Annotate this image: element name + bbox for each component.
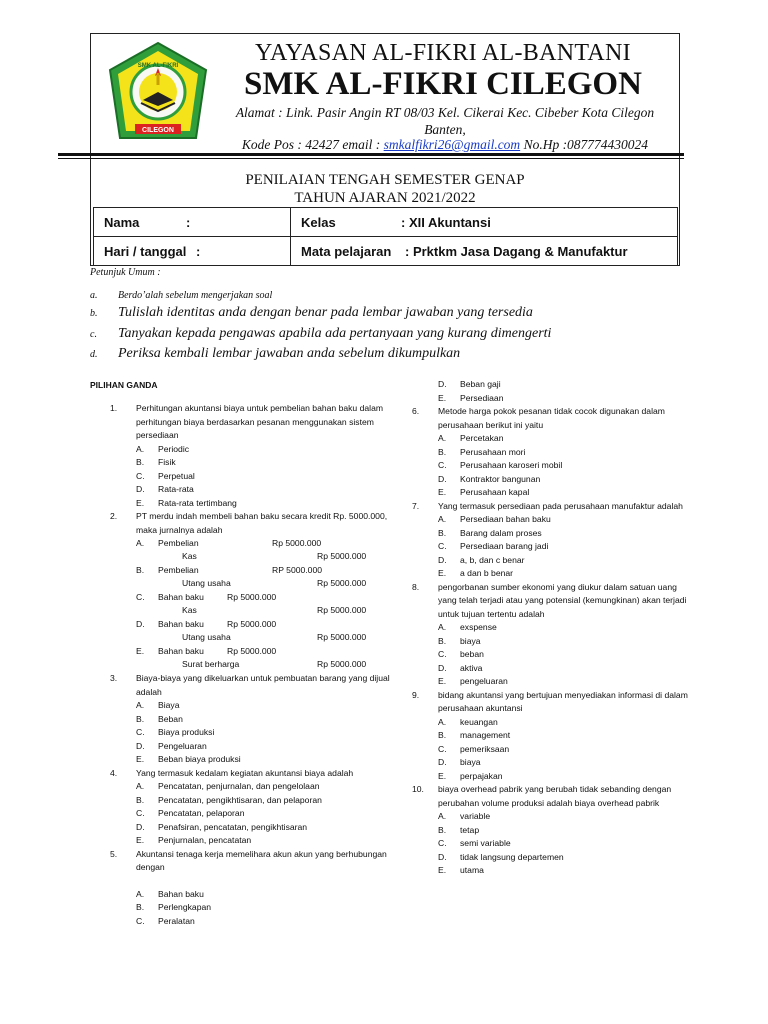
instructions-title: Petunjuk Umum : [90,267,161,278]
nama-sep: : [186,214,191,230]
option-letter: D. [136,740,145,751]
option-letter: A. [136,888,145,899]
option-c[interactable] [110,807,400,821]
instruction-key: b. [90,308,98,319]
option-text: aktiva [460,662,483,673]
option-c[interactable] [110,726,400,740]
option-letter: A. [438,716,447,727]
option-e[interactable] [412,392,692,406]
instruction-text: Tulislah identitas anda dengan benar pada lembar jawaban yang tersedia [118,305,533,320]
nama-cell[interactable] [94,208,291,237]
credit-amount: Rp 5000.000 [317,632,367,642]
question-2 [110,510,400,537]
option-text: Pencatatan, pengikhtisaran, dan pelaporan [158,794,322,805]
option-b[interactable] [412,527,692,541]
question-number: 5. [110,848,118,859]
credit-account: Kas [182,551,197,561]
option-e[interactable] [412,864,692,878]
option-letter: E. [438,392,447,403]
option-a[interactable] [412,432,692,446]
option-c[interactable] [412,648,692,662]
debit-account: Bahan baku [158,646,204,656]
option-text: Pencatatan, penjurnalan, dan pengelolaan [158,781,320,791]
address-line-2: Banten, [424,122,466,137]
option-text: Peralatan [158,915,195,926]
option-text: Penafsiran, pencatatan, pengikhtisaran [158,821,308,832]
contact-line [222,137,668,153]
school-address [222,104,668,138]
mapel-label: Mata pelajaran [301,243,392,259]
option-text: Beban [158,713,183,724]
debit-account: Bahan baku [158,619,204,629]
option-letter: E. [438,770,447,781]
option-d[interactable] [412,473,692,487]
option-letter: E. [438,568,447,578]
option-letter: B. [136,565,145,575]
option-c[interactable] [110,470,400,484]
debit-account: Pembelian [158,538,199,548]
exam-heading [90,171,680,207]
option-letter: C. [438,541,447,551]
option-letter: A. [438,433,447,443]
option-text: beban [460,649,484,659]
option-c[interactable] [110,915,400,929]
option-text: Perusahaan kapal [460,487,530,497]
question-6 [412,405,692,432]
option-text: Rata-rata [158,484,194,494]
mapel-value: : Prktkm Jasa Dagang & Manufaktur [405,243,628,259]
option-text: Persediaan bahan baku [460,514,551,524]
option-letter: B. [136,457,145,467]
option-letter: D. [438,554,447,565]
question-number: 6. [412,406,420,416]
option-letter: D. [136,484,145,494]
option-text: keuangan [460,716,498,727]
option-text: utama [460,865,484,875]
question-text: Yang termasuk kedalam kegiatan akuntansi biaya adalah [136,767,354,778]
kelas-label: Kelas [301,214,336,230]
question-number: 3. [110,673,118,683]
kelas-cell [291,208,678,237]
option-letter: E. [438,865,447,875]
question-text: biaya overhead pabrik yang berubah tidak sebanding dengan perubahan volume produksi adalah biaya overhead pabrik [438,784,672,808]
question-text: pengorbanan sumber ekonomi yang diukur dalam satuan uang yang telah terjadi atau yang potensial (kemungkinan) akan terjadi untuk tujuan tertentu adalah [438,581,687,619]
option-letter: D. [136,619,145,629]
option-letter: C. [136,592,145,602]
option-letter: B. [438,824,447,835]
option-e[interactable] [412,675,692,689]
option-letter: E. [136,497,145,508]
hari-label: Hari / tanggal [104,243,187,259]
option-text: Persediaan barang jadi [460,541,549,551]
option-a[interactable] [412,810,692,824]
foundation-name: YAYASAN AL-FIKRI AL-BANTANI [255,40,631,66]
question-3 [110,672,400,699]
section-title: PILIHAN GANDA [90,380,158,390]
option-letter: B. [136,713,145,724]
option-e[interactable] [110,497,400,511]
option-letter: B. [438,446,447,457]
instruction-text: Tanyakan kepada pengawas apabila ada pertanyaan yang kurang dimengerti [118,326,552,341]
option-b[interactable] [412,635,692,649]
logo-bottom-text: CILEGON [142,127,174,134]
phone-number: No.Hp :087774430024 [520,137,649,152]
school-name: SMK AL-FIKRI CILEGON [244,66,642,102]
option-text: Pencatatan, pelaporan [158,808,245,818]
option-b[interactable] [110,713,400,727]
debit-account: Bahan baku [158,592,204,602]
instruction-key: d. [90,349,98,360]
option-text: a dan b benar [460,568,514,578]
question-number: 4. [110,767,118,778]
question-number: 9. [412,689,420,700]
option-d[interactable] [110,740,400,754]
option-text: pemeriksaan [460,743,510,754]
question-9 [412,689,692,716]
journal-option-d[interactable] [110,618,400,645]
option-letter: C. [136,470,145,481]
option-letter: A. [136,443,145,454]
postal-code: Kode Pos : 42427 email : [241,137,384,152]
school-crest-logo [105,40,211,144]
option-b[interactable] [110,901,400,915]
option-c[interactable] [412,540,692,554]
question-1 [110,402,400,443]
debit-amount: Rp 5000.000 [272,538,322,548]
option-letter: C. [136,727,145,737]
option-text: biaya [460,757,481,767]
question-text: Perhitungan akuntansi biaya untuk pembelian bahan baku dalam perhitungan biaya berdasarkan pesanan menggunakan sistem persediaan [136,403,384,440]
option-e[interactable] [110,834,400,848]
option-letter: E. [136,835,145,845]
option-d[interactable] [412,756,692,770]
option-letter: A. [136,538,145,548]
option-a[interactable] [412,716,692,730]
option-letter: B. [136,902,145,912]
question-5 [110,848,400,875]
credit-amount: Rp 5000.000 [317,551,367,561]
option-text: pengeluaran [460,676,508,686]
option-text: Perusahaan karoseri mobil [460,460,563,470]
option-letter: C. [438,838,447,848]
option-text: Beban biaya produksi [158,754,241,764]
option-text: Percetakan [460,433,504,443]
option-a[interactable] [110,780,400,794]
option-a[interactable] [110,443,400,457]
option-text: Kontraktor bangunan [460,473,541,484]
option-a[interactable] [110,699,400,713]
question-text: Akuntansi tenaga kerja memelihara akun akun yang berhubungan dengan [136,848,387,872]
option-b[interactable] [412,729,692,743]
debit-amount: Rp 5000.000 [227,619,277,629]
exam-title: PENILAIAN TENGAH SEMESTER GENAP [245,172,525,188]
question-number: 1. [110,403,118,413]
option-text: Barang dalam proses [460,527,542,538]
option-text: biaya [460,635,481,646]
option-text: Rata-rata tertimbang [158,497,237,508]
option-letter: D. [438,757,447,767]
option-text: Persediaan [460,392,504,403]
instruction-key: c. [90,329,97,340]
option-text: Penjurnalan, pencatatan [158,835,252,845]
option-text: Pengeluaran [158,740,207,751]
option-letter: D. [136,821,145,832]
option-letter: E. [438,676,447,686]
logo-top-text: SMK AL-FIKRI [137,63,179,69]
option-letter: A. [438,811,447,821]
question-text: PT merdu indah membeli bahan baku secara kredit Rp. 5000.000, maka jurnalnya adalah [136,511,388,535]
option-e[interactable] [110,753,400,767]
option-text: Perlengkapan [158,902,212,912]
option-text: Perpetual [158,470,195,481]
option-letter: E. [438,487,447,497]
question-text: Metode harga pokok pesanan tidak cocok digunakan dalam perusahaan berikut ini yaitu [438,406,665,430]
option-letter: A. [136,700,145,710]
option-d[interactable] [412,662,692,676]
option-e[interactable] [412,567,692,581]
option-letter: C. [136,808,145,818]
option-text: Perusahaan mori [460,446,526,457]
debit-amount: Rp 5000.000 [227,592,277,602]
header-rule-thin [58,158,684,159]
option-text: Biaya [158,700,180,710]
option-b[interactable] [412,446,692,460]
option-d[interactable] [110,821,400,835]
option-b[interactable] [412,824,692,838]
mapel-cell [291,237,678,266]
debit-account: Pembelian [158,565,199,575]
option-letter: B. [438,635,447,646]
instruction-text: Berdo’alah sebelum mengerjakan soal [118,290,273,301]
option-letter: C. [438,460,447,470]
instruction-text: Periksa kembali lembar jawaban anda sebelum dikumpulkan [118,346,461,361]
option-letter: A. [438,622,447,632]
option-c[interactable] [412,459,692,473]
exam-year: TAHUN AJARAN 2021/2022 [294,190,476,206]
question-8 [412,581,692,622]
credit-amount: Rp 5000.000 [317,578,367,588]
option-letter: D. [438,851,447,862]
email-link[interactable]: smkalfikri26@gmail.com [383,137,521,152]
option-e[interactable] [412,770,692,784]
option-a[interactable] [412,621,692,635]
option-letter: C. [136,915,145,926]
hari-sep: : [196,243,201,259]
credit-account: Surat berharga [182,659,240,669]
option-letter: D. [438,662,447,673]
option-letter: B. [136,794,145,805]
option-letter: D. [438,379,447,389]
credit-account: Kas [182,605,197,615]
journal-option-b[interactable] [110,564,400,591]
option-letter: C. [438,649,447,659]
question-10 [412,783,692,810]
option-d[interactable] [412,378,692,392]
option-text: semi variable [460,838,511,848]
option-text: Beban gaji [460,379,501,389]
option-text: Fisik [158,457,176,467]
option-letter: B. [438,730,447,740]
questions-right-column [412,378,692,878]
credit-amount: Rp 5000.000 [317,659,367,669]
credit-account: Utang usaha [182,632,231,642]
spacer [110,875,400,888]
option-text: tidak langsung departemen [460,851,564,862]
question-number: 10. [412,784,424,794]
option-c[interactable] [412,837,692,851]
option-d[interactable] [110,483,400,497]
option-text: a, b, dan c benar [460,554,525,565]
question-number: 8. [412,581,420,592]
option-letter: C. [438,743,447,754]
kelas-value: : XII Akuntansi [401,214,491,230]
option-text: variable [460,811,491,821]
option-b[interactable] [110,794,400,808]
option-text: management [460,730,511,740]
option-d[interactable] [412,851,692,865]
journal-option-e[interactable] [110,645,400,672]
header-rule-thick [58,153,684,156]
option-letter: A. [438,514,447,524]
question-7 [412,500,692,514]
option-a[interactable] [110,888,400,902]
question-number: 2. [110,511,118,521]
question-text: bidang akuntansi yang bertujuan menyediakan informasi di dalam perusahaan akuntansi [438,689,688,713]
debit-amount: Rp 5000.000 [227,646,277,656]
hari-cell[interactable] [94,237,291,266]
option-letter: B. [438,527,447,538]
question-text: Yang termasuk persediaan pada perusahaan manufaktur adalah [438,500,683,511]
question-4 [110,767,400,781]
question-text: Biaya-biaya yang dikeluarkan untuk pembuatan barang yang dijual adalah [136,673,390,697]
question-number: 7. [412,500,420,511]
option-e[interactable] [412,486,692,500]
option-c[interactable] [412,743,692,757]
journal-option-c[interactable] [110,591,400,618]
option-a[interactable] [412,513,692,527]
nama-label: Nama [104,214,140,230]
option-letter: E. [136,646,145,656]
option-letter: E. [136,754,145,764]
credit-account: Utang usaha [182,578,231,588]
option-letter: D. [438,473,447,484]
option-text: Periodic [158,443,190,454]
option-b[interactable] [110,456,400,470]
option-text: exspense [460,622,497,632]
option-text: perpajakan [460,770,503,781]
option-d[interactable] [412,554,692,568]
instruction-key: a. [90,290,98,301]
option-text: Biaya produksi [158,727,215,737]
student-info-table [93,207,678,266]
journal-option-a[interactable] [110,537,400,564]
questions-left-column [110,402,400,928]
credit-amount: Rp 5000.000 [317,605,367,615]
option-text: tetap [460,824,480,835]
address-line-1: Alamat : Link. Pasir Angin RT 08/03 Kel. Cikerai Kec. Cibeber Kota Cilegon [235,105,655,120]
debit-amount: RP 5000.000 [272,565,323,575]
option-letter: A. [136,781,145,791]
option-text: Bahan baku [158,888,204,899]
